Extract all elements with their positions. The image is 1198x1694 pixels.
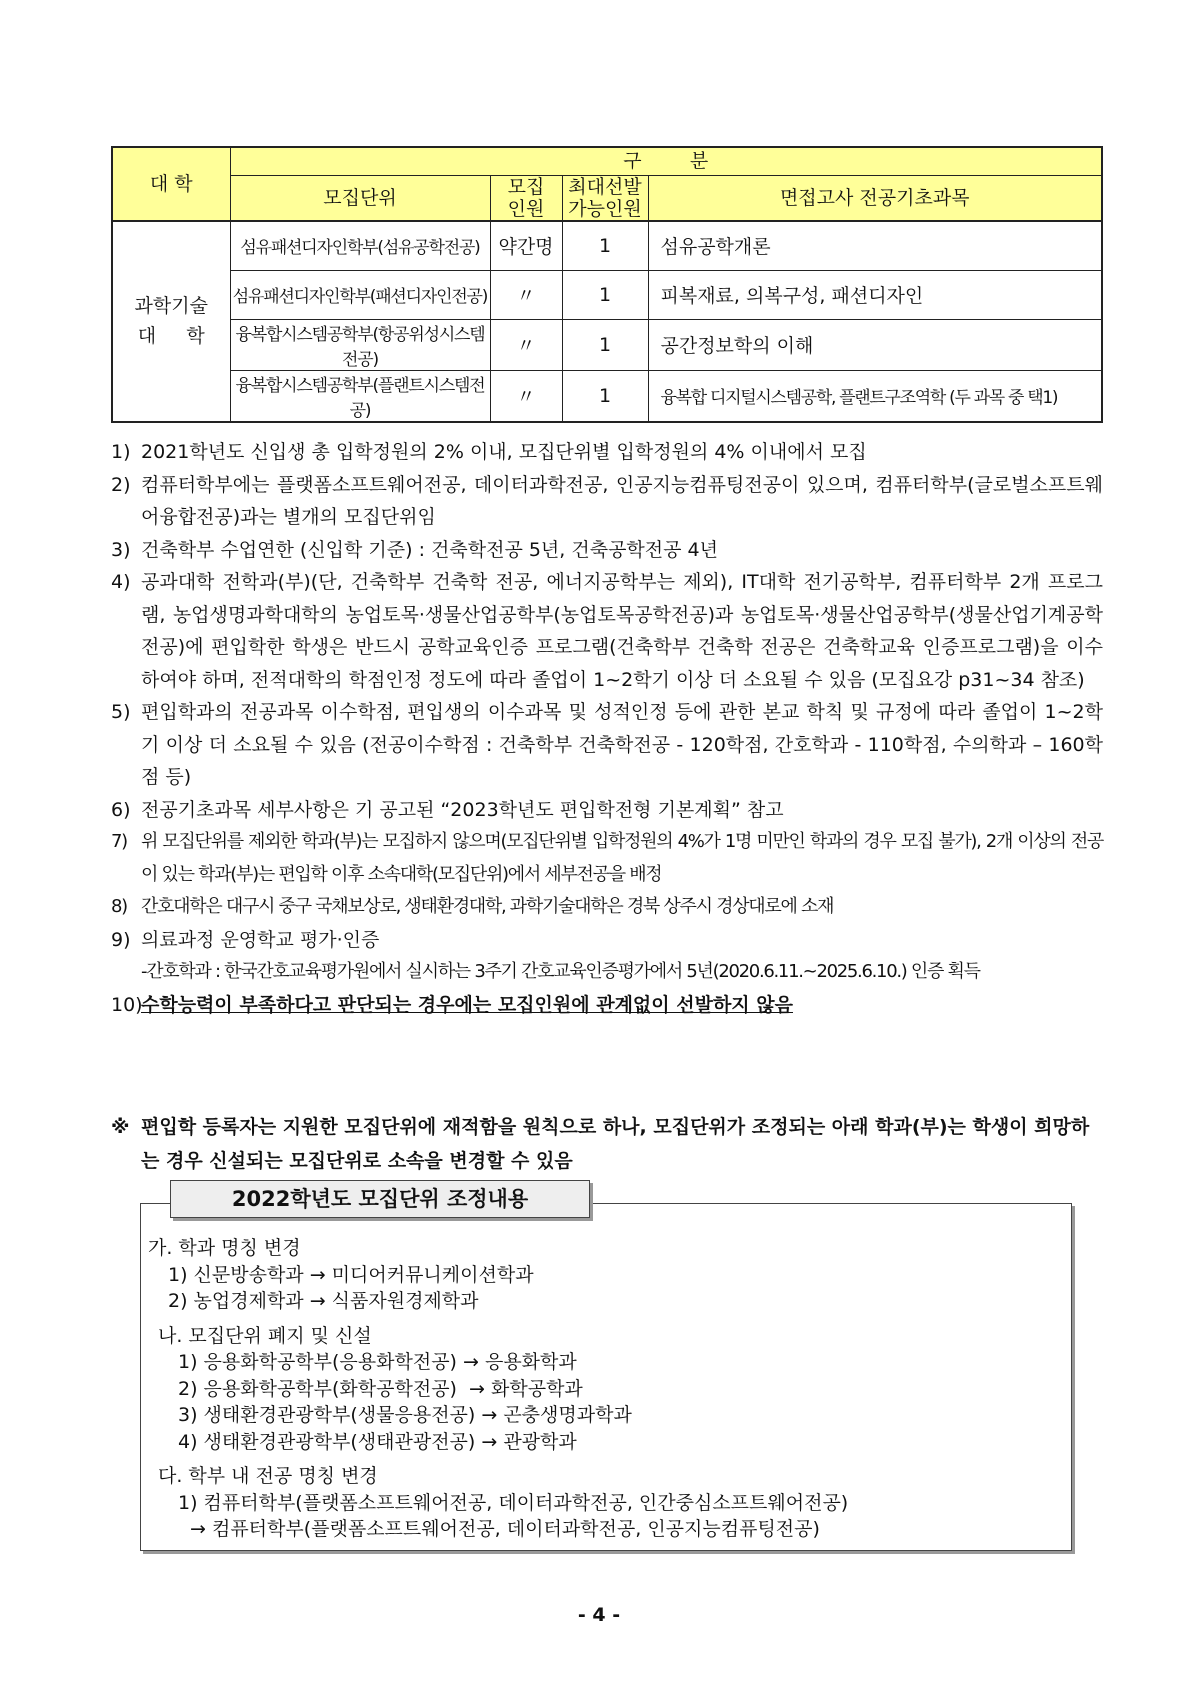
section-heading: 다. 학부 내 전공 명칭 변경 (158, 1465, 378, 1487)
footnote-number: 5) (111, 701, 131, 723)
adjustment-section (148, 1463, 1048, 1543)
unit-cell: 섬유패션디자인학부(패션디자인전공) (230, 270, 490, 319)
adjustment-box-title: 2022학년도 모집단위 조정내용 (170, 1180, 590, 1218)
unit-cell: 융복합시스템공학부(항공위성시스템전공) (230, 319, 490, 370)
footnote-text: 컴퓨터학부에는 플랫폼소프트웨어전공, 데이터과학전공, 인공지능컴퓨팅전공이 있으며, 컴퓨터학부(글로벌소프트웨어융합전공)과는 별개의 모집단위임 (141, 473, 1103, 528)
footnote-3 (111, 534, 1103, 567)
footnote-subtext: -간호학과 : 한국간호교육평가원에서 실시하는 3주기 간호교육인증평가에서 5년(2020.6.11.~2025.6.10.) 인증 획득 (141, 961, 980, 982)
adjustment-section (148, 1323, 1048, 1456)
subject-cell: 섬유공학개론 (648, 221, 1102, 271)
recruitment-table (111, 146, 1103, 423)
recruit-cell: 〃 (490, 370, 562, 422)
subject-cell: 융복합 디지털시스템공학, 플랜트구조역학 (두 과목 중 택1) (648, 370, 1102, 422)
list-item: 3) 생태환경관광학부(생물응용전공) → 곤충생명과학과 (178, 1404, 632, 1426)
footnote-7 (111, 826, 1103, 891)
footnote-2 (111, 469, 1103, 534)
footnote-number: 6) (111, 798, 131, 821)
unit-cell: 융복합시스템공학부(플랜트시스템전공) (230, 370, 490, 422)
footnote-text: 편입학과의 전공과목 이수학점, 편입생의 이수과목 및 성적인정 등에 관한 본교 학칙 및 규정에 따라 졸업이 1~2학기 이상 더 소요될 수 있음 (전공이수학점 : 건축학부 건축학전공 - 120학점, 간호학과 - 110학점, 수의학과 – 160학점 등) (141, 701, 1103, 788)
recruit-cell: 〃 (490, 319, 562, 370)
footnote-text: 건축학부 수업연한 (신입학 기준) : 건축학전공 5년, 건축공학전공 4년 (141, 538, 718, 561)
subject-cell: 피복재료, 의복구성, 패션디자인 (648, 270, 1102, 319)
header-recruit (490, 175, 562, 221)
footnote-10 (111, 989, 1103, 1022)
header-recruit-line1: 모집 (507, 175, 545, 198)
header-group: 구 분 (230, 147, 1102, 175)
footnote-number: 10) (111, 993, 143, 1016)
list-item: 2) 응용화학공학부(화학공학전공) → 화학공학과 (178, 1377, 583, 1400)
footnote-text: 전공기초과목 세부사항은 기 공고된 “2023학년도 편입학전형 기본계획” 참고 (141, 798, 784, 821)
table-row (112, 270, 1102, 319)
table-row (112, 221, 1102, 271)
remark-text: 편입학 등록자는 지원한 모집단위에 재적함을 원칙으로 하나, 모집단위가 조정되는 아래 학과(부)는 학생이 희망하는 경우 신설되는 모집단위로 소속을 변경할 수 있음 (141, 1116, 1090, 1172)
footnote-number: 3) (111, 538, 131, 561)
footnote-text: 공과대학 전학과(부)(단, 건축학부 건축학 전공, 에너지공학부는 제외), IT대학 전기공학부, 컴퓨터학부 2개 프로그램, 농업생명과학대학의 농업토목·생물산업공학부(농업토목공학전공)과 농업토목·생물산업공학부(생물산업기계공학전공)에 편입학한 학생은 반드시 공학교육인증 프로그램(건축학부 건축학 전공은 건축학교육 인증프로그램)을 이수하여야 하며, 전적대학의 학점인정 정도에 따라 졸업이 1~2학기 이상 더 소요될 수 있음 (모집요강 p31~34 참조) (141, 571, 1103, 691)
footnote-1 (111, 436, 1103, 469)
list-item: 1) 컴퓨터학부(플랫폼소프트웨어전공, 데이터과학전공, 인간중심소프트웨어전공) (178, 1491, 849, 1514)
recruit-cell: 약간명 (490, 221, 562, 271)
footnote-number: 4) (111, 571, 131, 593)
footnote-text: 의료과정 운영학교 평가·인증 (141, 928, 380, 951)
footnote-number: 9) (111, 928, 131, 951)
footnote-6 (111, 794, 1103, 827)
adjustment-section (148, 1235, 1048, 1315)
footnote-number: 8) (111, 896, 127, 917)
footnote-text: 간호대학은 대구시 중구 국채보상로, 생태환경대학, 과학기술대학은 경북 상주시 경상대로에 소재 (141, 896, 834, 917)
list-item: 4) 생태환경관광학부(생태관광전공) → 관광학과 (178, 1430, 577, 1453)
footnotes (111, 436, 1103, 1021)
max-cell: 1 (562, 270, 648, 319)
list-item: → 컴퓨터학부(플랫폼소프트웨어전공, 데이터과학전공, 인공지능컴퓨팅전공) (190, 1518, 820, 1540)
adjustment-box-body (148, 1235, 1048, 1543)
max-cell: 1 (562, 370, 648, 422)
header-unit: 모집단위 (230, 175, 490, 221)
footnote-text-emphasis: 수학능력이 부족하다고 판단되는 경우에는 모집인원에 관계없이 선발하지 않음 (141, 993, 793, 1016)
max-cell: 1 (562, 319, 648, 370)
section-heading: 나. 모집단위 폐지 및 신설 (158, 1324, 372, 1347)
footnote-number: 1) (111, 441, 131, 463)
list-item: 2) 농업경제학과 → 식품자원경제학과 (168, 1290, 479, 1312)
remark-note (111, 1110, 1103, 1178)
header-max-line1: 최대선발 (568, 175, 642, 198)
header-subject: 면접고사 전공기초과목 (648, 175, 1102, 221)
footnote-5 (111, 696, 1103, 794)
list-item: 1) 응용화학공학부(응용화학전공) → 응용화학과 (178, 1351, 577, 1373)
table-row (112, 319, 1102, 370)
header-college: 대 학 (112, 147, 230, 221)
reference-mark-icon: ※ (111, 1116, 130, 1138)
footnote-8 (111, 891, 1103, 924)
list-item: 1) 신문방송학과 → 미디어커뮤니케이션학과 (168, 1263, 534, 1286)
subject-cell: 공간정보학의 이해 (648, 319, 1102, 370)
footnote-4 (111, 566, 1103, 696)
footnote-text: 위 모집단위를 제외한 학과(부)는 모집하지 않으며(모집단위별 입학정원의 4%가 1명 미만인 학과의 경우 모집 불가), 2개 이상의 전공이 있는 학과(부)는 편입학 이후 소속대학(모집단위)에서 세부전공을 배정 (141, 831, 1103, 885)
college-cell (112, 221, 230, 422)
college-line2: 대 학 (137, 325, 205, 347)
header-max-line2: 가능인원 (568, 197, 642, 220)
footnote-9 (111, 924, 1103, 989)
unit-cell: 섬유패션디자인학부(섬유공학전공) (230, 221, 490, 271)
footnote-number: 7) (111, 831, 127, 852)
max-cell: 1 (562, 221, 648, 271)
footnote-text: 2021학년도 신입생 총 입학정원의 2% 이내, 모집단위별 입학정원의 4% 이내에서 모집 (141, 441, 867, 463)
recruit-cell: 〃 (490, 270, 562, 319)
table-row (112, 370, 1102, 422)
header-recruit-line2: 인원 (507, 197, 545, 220)
footnote-number: 2) (111, 473, 131, 496)
page-number: - 4 - (577, 1604, 621, 1626)
college-line1: 과학기술 (134, 295, 208, 317)
section-heading: 가. 학과 명칭 변경 (148, 1237, 301, 1259)
header-max (562, 175, 648, 221)
